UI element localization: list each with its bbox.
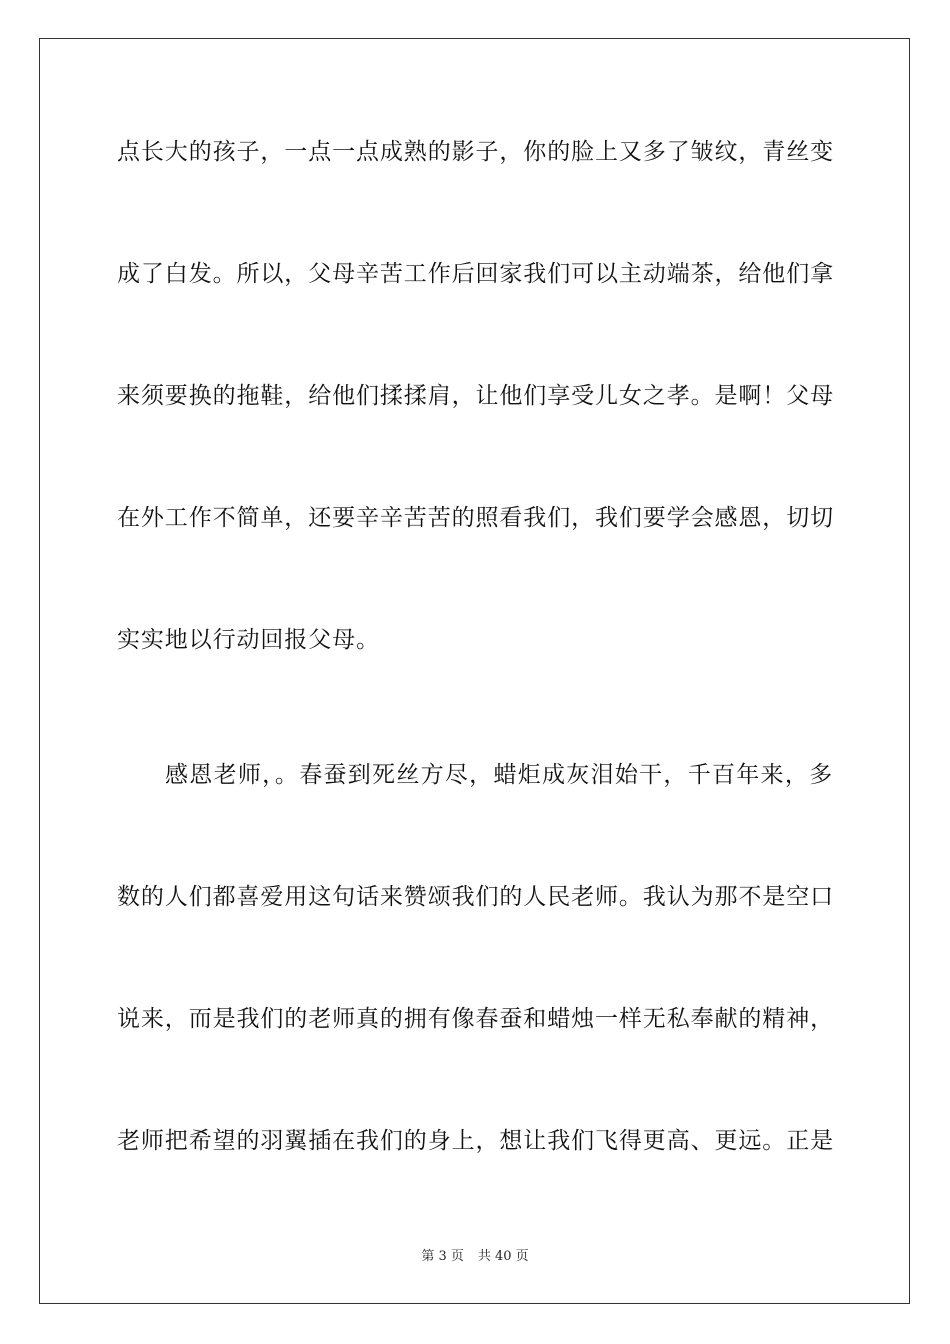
- text-line: 老师把希望的羽翼插在我们的身上，想让我们飞得更高、更远。正是: [117, 1128, 834, 1154]
- text-line: 说来，而是我们的老师真的拥有像春蚕和蜡烛一样无私奉献的精神，: [117, 1006, 834, 1032]
- page-footer: [0, 1248, 950, 1266]
- text-line: 来须要换的拖鞋，给他们揉揉肩，让他们享受儿女之孝。是啊！父母: [117, 383, 834, 409]
- text-line: 成了白发。所以，父母辛苦工作后回家我们可以主动端茶，给他们拿: [117, 261, 834, 287]
- text-line: 在外工作不简单，还要辛辛苦苦的照看我们，我们要学会感恩，切切: [117, 505, 834, 531]
- text-line: 数的人们都喜爱用这句话来赞颂我们的人民老师。我认为那不是空口: [117, 884, 834, 910]
- page-border: [39, 38, 910, 1304]
- text-line: 感恩老师，。春蚕到死丝方尽，蜡炬成灰泪始干，千百年来，多: [165, 762, 833, 788]
- page-total: 共 40 页: [477, 1249, 529, 1264]
- page-number: 第 3 页: [421, 1249, 464, 1264]
- text-line: 实实地以行动回报父母。: [117, 627, 380, 653]
- text-line: 点长大的孩子，一点一点成熟的影子，你的脸上又多了皱纹，青丝变: [117, 139, 834, 165]
